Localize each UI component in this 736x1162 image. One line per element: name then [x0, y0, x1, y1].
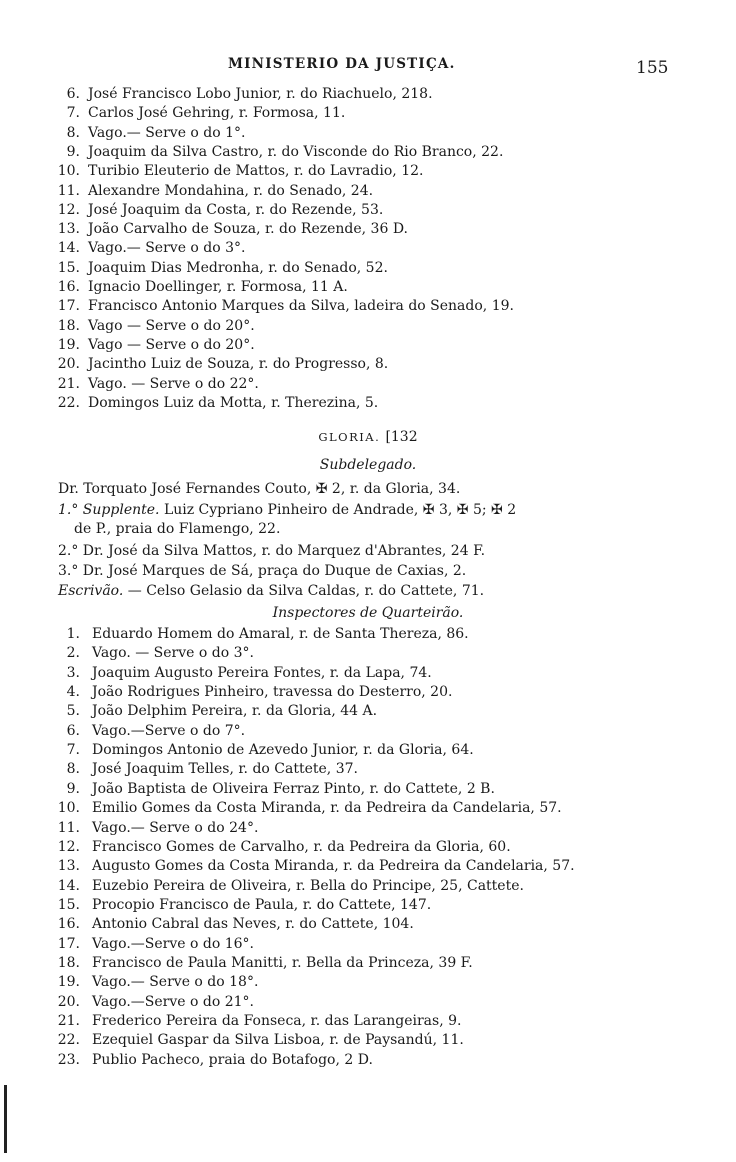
inspectores-heading: Inspectores de Quarteirão. [272, 605, 464, 621]
list-item [0, 1050, 736, 1070]
list-item [0, 1030, 736, 1050]
item-text: Ezequiel Gaspar da Silva Lisboa, r. de Paysandú, 11. [92, 1032, 464, 1049]
list-item [0, 663, 736, 683]
item-text: João Carvalho de Souza, r. do Rezende, 36 D. [88, 221, 408, 238]
item-number: 6. [66, 86, 80, 102]
list-item [0, 818, 736, 838]
item-number: 2. [66, 645, 80, 662]
item-number: 22. [57, 1032, 80, 1049]
list-item [0, 161, 736, 181]
item-text: Vago.—Serve o do 16°. [92, 935, 254, 952]
item-text: Vago. — Serve o do 3°. [92, 645, 254, 662]
list-item [0, 721, 736, 741]
subdelegado-entry: Dr. Torquato José Fernandes Couto, ✠ 2, r. da Gloria, 34. [58, 481, 461, 497]
list-item [0, 643, 736, 663]
item-text: Emilio Gomes da Costa Miranda, r. da Pedreira da Candelaria, 57. [92, 800, 562, 817]
item-text: José Joaquim da Costa, r. do Rezende, 53. [88, 201, 384, 218]
item-text: Antonio Cabral das Neves, r. do Cattete, 104. [92, 916, 414, 933]
item-text: Ignacio Doellinger, r. Formosa, 11 A. [88, 279, 348, 295]
item-number: 7. [66, 105, 80, 122]
list-item [0, 759, 736, 779]
item-number: 11. [57, 182, 80, 199]
item-text: Vago.—Serve o do 21°. [92, 993, 254, 1010]
item-number: 11. [57, 819, 80, 836]
item-text: José Francisco Lobo Junior, r. do Riachuelo, 218. [88, 86, 433, 102]
list-item [0, 682, 736, 702]
list-item [0, 354, 736, 374]
item-number: 9. [66, 143, 80, 160]
list-item [0, 779, 736, 799]
list-item [0, 335, 736, 355]
item-number: 23. [57, 1051, 80, 1068]
running-title: MINISTERIO DA JUSTIÇA. [228, 56, 456, 72]
list-item [0, 992, 736, 1012]
list-item [0, 258, 736, 278]
item-text: Publio Pacheco, praia do Botafogo, 2 D. [92, 1051, 373, 1068]
item-text: Joaquim da Silva Castro, r. do Visconde do Rio Branco, 22. [88, 143, 504, 160]
item-number: 10. [57, 800, 80, 817]
item-text: Procopio Francisco de Paula, r. do Cattete, 147. [92, 896, 432, 913]
list-item [0, 740, 736, 760]
item-text: Frederico Pereira da Fonseca, r. das Larangeiras, 9. [92, 1013, 462, 1029]
list-item [0, 934, 736, 954]
item-number: 18. [57, 954, 80, 971]
item-number: 3. [66, 664, 80, 681]
item-number: 15. [57, 896, 80, 913]
item-text: Augusto Gomes da Costa Miranda, r. da Pedreira da Candelaria, 57. [92, 858, 575, 875]
list-item [0, 895, 736, 915]
item-number: 17. [57, 935, 80, 952]
item-number: 12. [57, 201, 80, 218]
item-text: Turibio Eleuterio de Mattos, r. do Lavradio, 12. [88, 163, 424, 180]
item-number: 22. [57, 394, 80, 411]
item-number: 15. [57, 259, 80, 276]
list-item [0, 103, 736, 123]
list-item [0, 123, 736, 143]
list-item [0, 84, 736, 104]
item-number: 7. [66, 742, 80, 759]
item-number: 14. [57, 877, 80, 894]
margin-rule [4, 1085, 7, 1153]
list-item [0, 1011, 736, 1031]
item-number: 13. [57, 858, 80, 875]
district-name: GLORIA. [318, 430, 381, 444]
supplente-1-text: Luiz Cypriano Pinheiro de Andrade, ✠ 3, ✠ 5; ✠ 2 [163, 502, 517, 518]
list-item [0, 972, 736, 992]
item-text: Alexandre Mondahina, r. do Senado, 24. [88, 182, 374, 199]
item-text: João Rodrigues Pinheiro, travessa do Desterro, 20. [92, 684, 453, 701]
list-item [0, 953, 736, 973]
item-text: Vago — Serve o do 20°. [88, 317, 255, 334]
item-text: Carlos José Gehring, r. Formosa, 11. [88, 105, 346, 122]
item-number: 16. [57, 916, 80, 933]
item-text: José Joaquim Telles, r. do Cattete, 37. [92, 761, 358, 778]
item-number: 16. [57, 279, 80, 295]
page-header [0, 52, 736, 78]
list-item [0, 181, 736, 201]
item-number: 18. [57, 317, 80, 334]
list-item [0, 393, 736, 413]
item-text: Vago.—Serve o do 7°. [92, 722, 246, 739]
supplente-2-entry: 2.° Dr. José da Silva Mattos, r. do Marquez d'Abrantes, 24 F. [58, 543, 486, 559]
item-text: João Baptista de Oliveira Ferraz Pinto, r. do Cattete, 2 B. [92, 780, 495, 797]
item-number: 17. [57, 298, 80, 315]
district-title [0, 427, 736, 447]
item-number: 6. [66, 722, 80, 739]
item-number: 12. [57, 838, 80, 855]
item-text: Francisco Gomes de Carvalho, r. da Pedreira da Gloria, 60. [92, 838, 511, 855]
page-number: 155 [636, 58, 669, 78]
item-text: Vago. — Serve o do 22°. [88, 375, 259, 392]
item-text: Francisco Antonio Marques da Silva, ladeira do Senado, 19. [88, 298, 514, 315]
item-text: Domingos Luiz da Motta, r. Therezina, 5. [88, 394, 379, 411]
list-item [0, 142, 736, 162]
item-number: 1. [66, 626, 80, 642]
item-text: Vago — Serve o do 20°. [88, 336, 255, 353]
item-text: Joaquim Augusto Pereira Fontes, r. da Lapa, 74. [92, 664, 432, 681]
item-number: 4. [66, 684, 80, 701]
item-text: Francisco de Paula Manitti, r. Bella da Princeza, 39 F. [92, 954, 473, 971]
item-text: Eduardo Homem do Amaral, r. de Santa Thereza, 86. [92, 626, 469, 642]
escrivao-entry [58, 581, 484, 601]
list-item [0, 316, 736, 336]
item-number: 19. [57, 336, 80, 353]
item-number: 8. [66, 124, 80, 141]
item-number: 20. [57, 993, 80, 1010]
district-bracket-number: [132 [385, 429, 418, 445]
list-item [0, 374, 736, 394]
supplente-1-label: 1.° Supplente. [58, 502, 160, 518]
item-text: Joaquim Dias Medronha, r. do Senado, 52. [88, 259, 388, 276]
item-text: João Delphim Pereira, r. da Gloria, 44 A. [92, 703, 378, 720]
list-item [0, 914, 736, 934]
item-text: Jacintho Luiz de Souza, r. do Progresso, 8. [88, 356, 389, 373]
list-item [0, 837, 736, 857]
list-item [0, 277, 736, 297]
item-number: 19. [57, 974, 80, 991]
item-number: 9. [66, 780, 80, 797]
list-item [0, 200, 736, 220]
item-text: Vago.— Serve o do 18°. [92, 974, 259, 991]
list-item [0, 624, 736, 644]
item-text: Vago.— Serve o do 1°. [88, 124, 246, 141]
item-number: 21. [57, 1013, 80, 1029]
item-text: Vago.— Serve o do 3°. [88, 240, 246, 257]
item-number: 13. [57, 221, 80, 238]
list-item [0, 238, 736, 258]
item-number: 14. [57, 240, 80, 257]
list-item [0, 701, 736, 721]
list-item [0, 219, 736, 239]
item-text: Domingos Antonio de Azevedo Junior, r. da Gloria, 64. [92, 742, 474, 759]
item-text: Vago.— Serve o do 24°. [92, 819, 259, 836]
item-number: 20. [57, 356, 80, 373]
item-number: 8. [66, 761, 80, 778]
list-item [0, 856, 736, 876]
item-number: 5. [66, 703, 80, 720]
escrivao-text: — Celso Gelasio da Silva Caldas, r. do Cattete, 71. [127, 583, 485, 599]
item-number: 21. [57, 375, 80, 392]
list-item [0, 798, 736, 818]
subdelegado-heading: Subdelegado. [319, 457, 417, 473]
supplente-1-entry [58, 500, 516, 520]
list-item [0, 876, 736, 896]
supplente-3-entry: 3.° Dr. José Marques de Sá, praça do Duque de Caxias, 2. [58, 563, 467, 579]
supplente-1-continuation: de P., praia do Flamengo, 22. [74, 521, 281, 537]
item-number: 10. [57, 163, 80, 180]
item-text: Euzebio Pereira de Oliveira, r. Bella do Principe, 25, Cattete. [92, 877, 524, 894]
list-item [0, 296, 736, 316]
escrivao-label: Escrivão. [58, 583, 124, 599]
